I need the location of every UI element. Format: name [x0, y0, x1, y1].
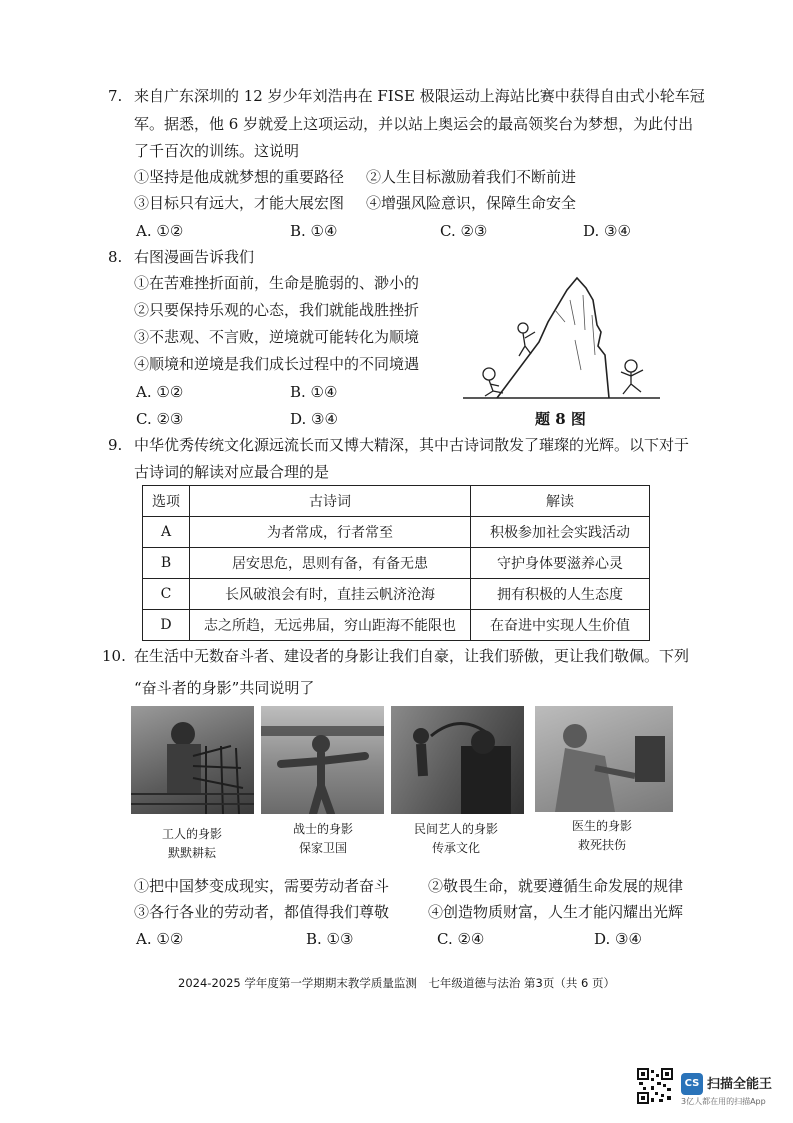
camscanner-logo-icon: CS: [681, 1073, 703, 1095]
q10-option-a: A. ①②: [136, 930, 184, 948]
q8-statement-2: ②只要保持乐观的心态，我们就能战胜挫折: [134, 301, 420, 319]
worker-caption: [122, 825, 262, 863]
q8-statement-4: ④顺境和逆境是我们成长过程中的不同境遇: [134, 355, 420, 373]
q7-statement-1: ①坚持是他成就梦想的重要路径: [134, 168, 345, 186]
table-row: [143, 517, 650, 548]
folk-artist-caption-subtitle: 传承文化: [431, 841, 480, 855]
table-cell-option: B: [143, 548, 190, 579]
q10-stem-line2: “奋斗者的身影”共同说明了: [134, 679, 315, 697]
table-cell-option: A: [143, 517, 190, 548]
q8-option-d: D. ③④: [290, 410, 338, 428]
q8-option-b: B. ①④: [290, 383, 338, 401]
q8-figure-caption: 题 8 图: [535, 410, 586, 428]
q9-stem-line2: 古诗词的解读对应最合理的是: [134, 463, 330, 481]
q8-stem: 右图漫画告诉我们: [134, 248, 255, 266]
table-cell-poem: 长风破浪会有时，直挂云帆济沧海: [190, 579, 471, 610]
q7-statement-4: ④增强风险意识，保障生命安全: [366, 194, 577, 212]
q10-option-c: C. ②④: [437, 930, 485, 948]
q8-option-a: A. ①②: [136, 383, 184, 401]
table-cell-poem: 为者常成，行者常至: [190, 517, 471, 548]
q7-stem-line2: 军。据悉，他 6 岁就爱上这项运动，并以站上奥运会的最高领奖台为梦想，为此付出: [134, 115, 694, 133]
doctor-caption-title: 医生的身影: [571, 819, 632, 833]
scanner-app-name: 扫描全能王: [707, 1077, 773, 1092]
q10-option-b: B. ①③: [306, 930, 354, 948]
q10-option-d: D. ③④: [594, 930, 642, 948]
table-header-interpretation: 解读: [471, 486, 650, 517]
table-header-poem: 古诗词: [190, 486, 471, 517]
table-cell-poem: 居安思危，思则有备，有备无患: [190, 548, 471, 579]
q7-option-c: C. ②③: [440, 222, 488, 240]
table-cell-option: D: [143, 610, 190, 641]
table-row: [143, 579, 650, 610]
table-row: [143, 548, 650, 579]
table-cell-poem: 志之所趋，无远弗届，穷山距海不能限也: [190, 610, 471, 641]
q8-option-c: C. ②③: [136, 410, 184, 428]
soldier-photo: [261, 706, 384, 814]
doctor-caption: [532, 817, 672, 855]
q9-number: 9.: [108, 436, 123, 454]
doctor-caption-subtitle: 救死扶伤: [577, 838, 626, 852]
soldier-caption: [253, 820, 393, 858]
q7-statement-3: ③目标只有远大，才能大展宏图: [134, 194, 345, 212]
table-cell-interpretation: 守护身体要滋养心灵: [471, 548, 650, 579]
q7-stem-line3: 了千百次的训练。这说明: [134, 142, 300, 160]
q7-option-a: A. ①②: [136, 222, 184, 240]
qr-code-icon: [637, 1068, 673, 1104]
q8-statement-3: ③不悲观、不言败，逆境就可能转化为顺境: [134, 328, 420, 346]
soldier-caption-title: 战士的身影: [292, 822, 353, 836]
q9-stem-line1: 中华优秀传统文化源远流长而又博大精深，其中古诗词散发了璀璨的光辉。以下对于: [134, 436, 690, 454]
folk-artist-caption: [386, 820, 526, 858]
q7-option-d: D. ③④: [583, 222, 631, 240]
table-header-option: 选项: [143, 486, 190, 517]
page-footer: 2024-2025 学年度第一学期期末教学质量监测 七年级道德与法治 第3页（共 6 页）: [178, 976, 615, 990]
q8-number: 8.: [108, 248, 123, 266]
q10-statement-3: ③各行各业的劳动者，都值得我们尊敬: [134, 903, 390, 921]
q8-cartoon-illustration: [455, 270, 670, 405]
q9-poem-table: [142, 485, 650, 641]
q8-statement-1: ①在苦难挫折面前，生命是脆弱的、渺小的: [134, 274, 420, 292]
doctor-photo: [535, 706, 673, 812]
q7-statement-2: ②人生目标激励着我们不断前进: [366, 168, 577, 186]
table-cell-interpretation: 积极参加社会实践活动: [471, 517, 650, 548]
q10-stem-line1: 在生活中无数奋斗者、建设者的身影让我们自豪，让我们骄傲，更让我们敬佩。下列: [134, 647, 690, 665]
soldier-caption-subtitle: 保家卫国: [298, 841, 347, 855]
table-row: [143, 610, 650, 641]
q7-stem-line1: 来自广东深圳的 12 岁少年刘浩冉在 FISE 极限运动上海站比赛中获得自由式小轮车冠: [134, 87, 705, 105]
q7-option-b: B. ①④: [290, 222, 338, 240]
q10-statement-4: ④创造物质财富，人生才能闪耀出光辉: [428, 903, 684, 921]
scanner-app-slogan: 3亿人都在用的扫描App: [681, 1097, 766, 1106]
table-cell-interpretation: 在奋进中实现人生价值: [471, 610, 650, 641]
table-cell-option: C: [143, 579, 190, 610]
folk-artist-photo: [391, 706, 524, 814]
q10-statement-2: ②敬畏生命，就要遵循生命发展的规律: [428, 877, 684, 895]
worker-caption-title: 工人的身影: [161, 827, 222, 841]
folk-artist-caption-title: 民间艺人的身影: [413, 822, 498, 836]
table-cell-interpretation: 拥有积极的人生态度: [471, 579, 650, 610]
worker-caption-subtitle: 默默耕耘: [167, 846, 216, 860]
q10-number: 10.: [102, 647, 126, 665]
q10-statement-1: ①把中国梦变成现实，需要劳动者奋斗: [134, 877, 390, 895]
worker-photo: [131, 706, 254, 814]
table-header-row: [143, 486, 650, 517]
q7-number: 7.: [108, 87, 123, 105]
